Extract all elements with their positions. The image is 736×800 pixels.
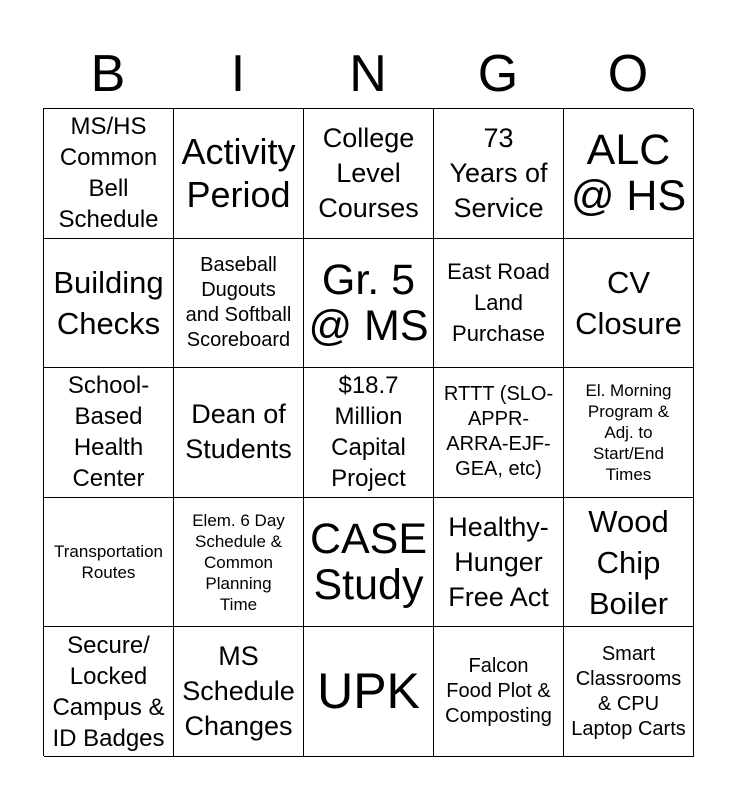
bingo-cell-text: Secure/ Locked Campus & ID Badges [52, 631, 165, 752]
bingo-cell-text: Healthy- Hunger Free Act [448, 511, 549, 612]
bingo-cell[interactable] [564, 498, 694, 628]
bingo-cell[interactable] [174, 239, 304, 369]
bingo-cell[interactable] [304, 109, 434, 239]
bingo-cell[interactable] [434, 498, 564, 628]
bingo-cell[interactable] [434, 109, 564, 239]
bingo-cell[interactable] [304, 368, 434, 498]
bingo-cell[interactable] [174, 368, 304, 498]
bingo-cell-text: Gr. 5 @ MS [308, 255, 429, 350]
bingo-cell-text: $18.7 Million Capital Project [331, 372, 406, 493]
bingo-cell-text: El. Morning Program & Adj. to Start/End Times [585, 380, 672, 484]
bingo-cell-text: Baseball Dugouts and Softball Scoreboard [185, 253, 292, 351]
bingo-cell[interactable] [174, 109, 304, 239]
bingo-cell-text: Building Checks [53, 264, 164, 341]
bingo-cell-text: Smart Classrooms & CPU Laptop Carts [571, 642, 686, 740]
bingo-cell[interactable] [434, 627, 564, 757]
bingo-cell-text: Activity Period [181, 131, 296, 216]
bingo-cell-text: College Level Courses [318, 122, 419, 223]
bingo-cell-text: CV Closure [575, 264, 682, 341]
bingo-cell[interactable] [44, 368, 174, 498]
bingo-header [43, 40, 693, 108]
bingo-cell[interactable] [564, 239, 694, 369]
bingo-cell[interactable] [434, 368, 564, 498]
bingo-cell-text: 73 Years of Service [449, 122, 548, 223]
header-letter-n: N [349, 45, 387, 103]
bingo-cell[interactable] [174, 627, 304, 757]
bingo-cell[interactable] [304, 498, 434, 628]
bingo-cell-text: ALC @ HS [570, 126, 687, 221]
bingo-cell-text: Dean of Students [185, 399, 292, 465]
bingo-cell-text: MS Schedule Changes [182, 641, 295, 742]
bingo-cell-text: Falcon Food Plot & Composting [445, 655, 552, 728]
bingo-cell-text: Elem. 6 Day Schedule & Common Planning Time [192, 510, 285, 614]
bingo-cell[interactable] [304, 239, 434, 369]
bingo-cell-text: Wood Chip Boiler [588, 503, 669, 621]
header-letter-b: B [90, 45, 126, 103]
bingo-cell[interactable] [434, 239, 564, 369]
header-letter-o: O [607, 45, 649, 103]
bingo-cell-text: East Road Land Purchase [447, 259, 550, 347]
bingo-cell-text: Transportation Routes [54, 542, 163, 583]
bingo-cell-text: CASE Study [309, 515, 428, 610]
bingo-cell[interactable] [44, 109, 174, 239]
bingo-cell-text: MS/HS Common Bell Schedule [58, 113, 159, 234]
bingo-cell-text: School- Based Health Center [67, 372, 150, 493]
bingo-cell[interactable] [564, 627, 694, 757]
bingo-board [43, 108, 693, 756]
bingo-cell[interactable] [44, 239, 174, 369]
bingo-cell[interactable] [304, 627, 434, 757]
bingo-cell[interactable] [564, 109, 694, 239]
bingo-cell[interactable] [44, 498, 174, 628]
bingo-cell-text: RTTT (SLO- APPR- ARRA-EJF- GEA, etc) [443, 383, 554, 481]
bingo-cell[interactable] [174, 498, 304, 628]
bingo-cell[interactable] [44, 627, 174, 757]
header-letter-i: I [230, 45, 246, 103]
bingo-cell-text: UPK [317, 663, 420, 720]
header-letter-g: G [477, 45, 519, 103]
bingo-cell[interactable] [564, 368, 694, 498]
